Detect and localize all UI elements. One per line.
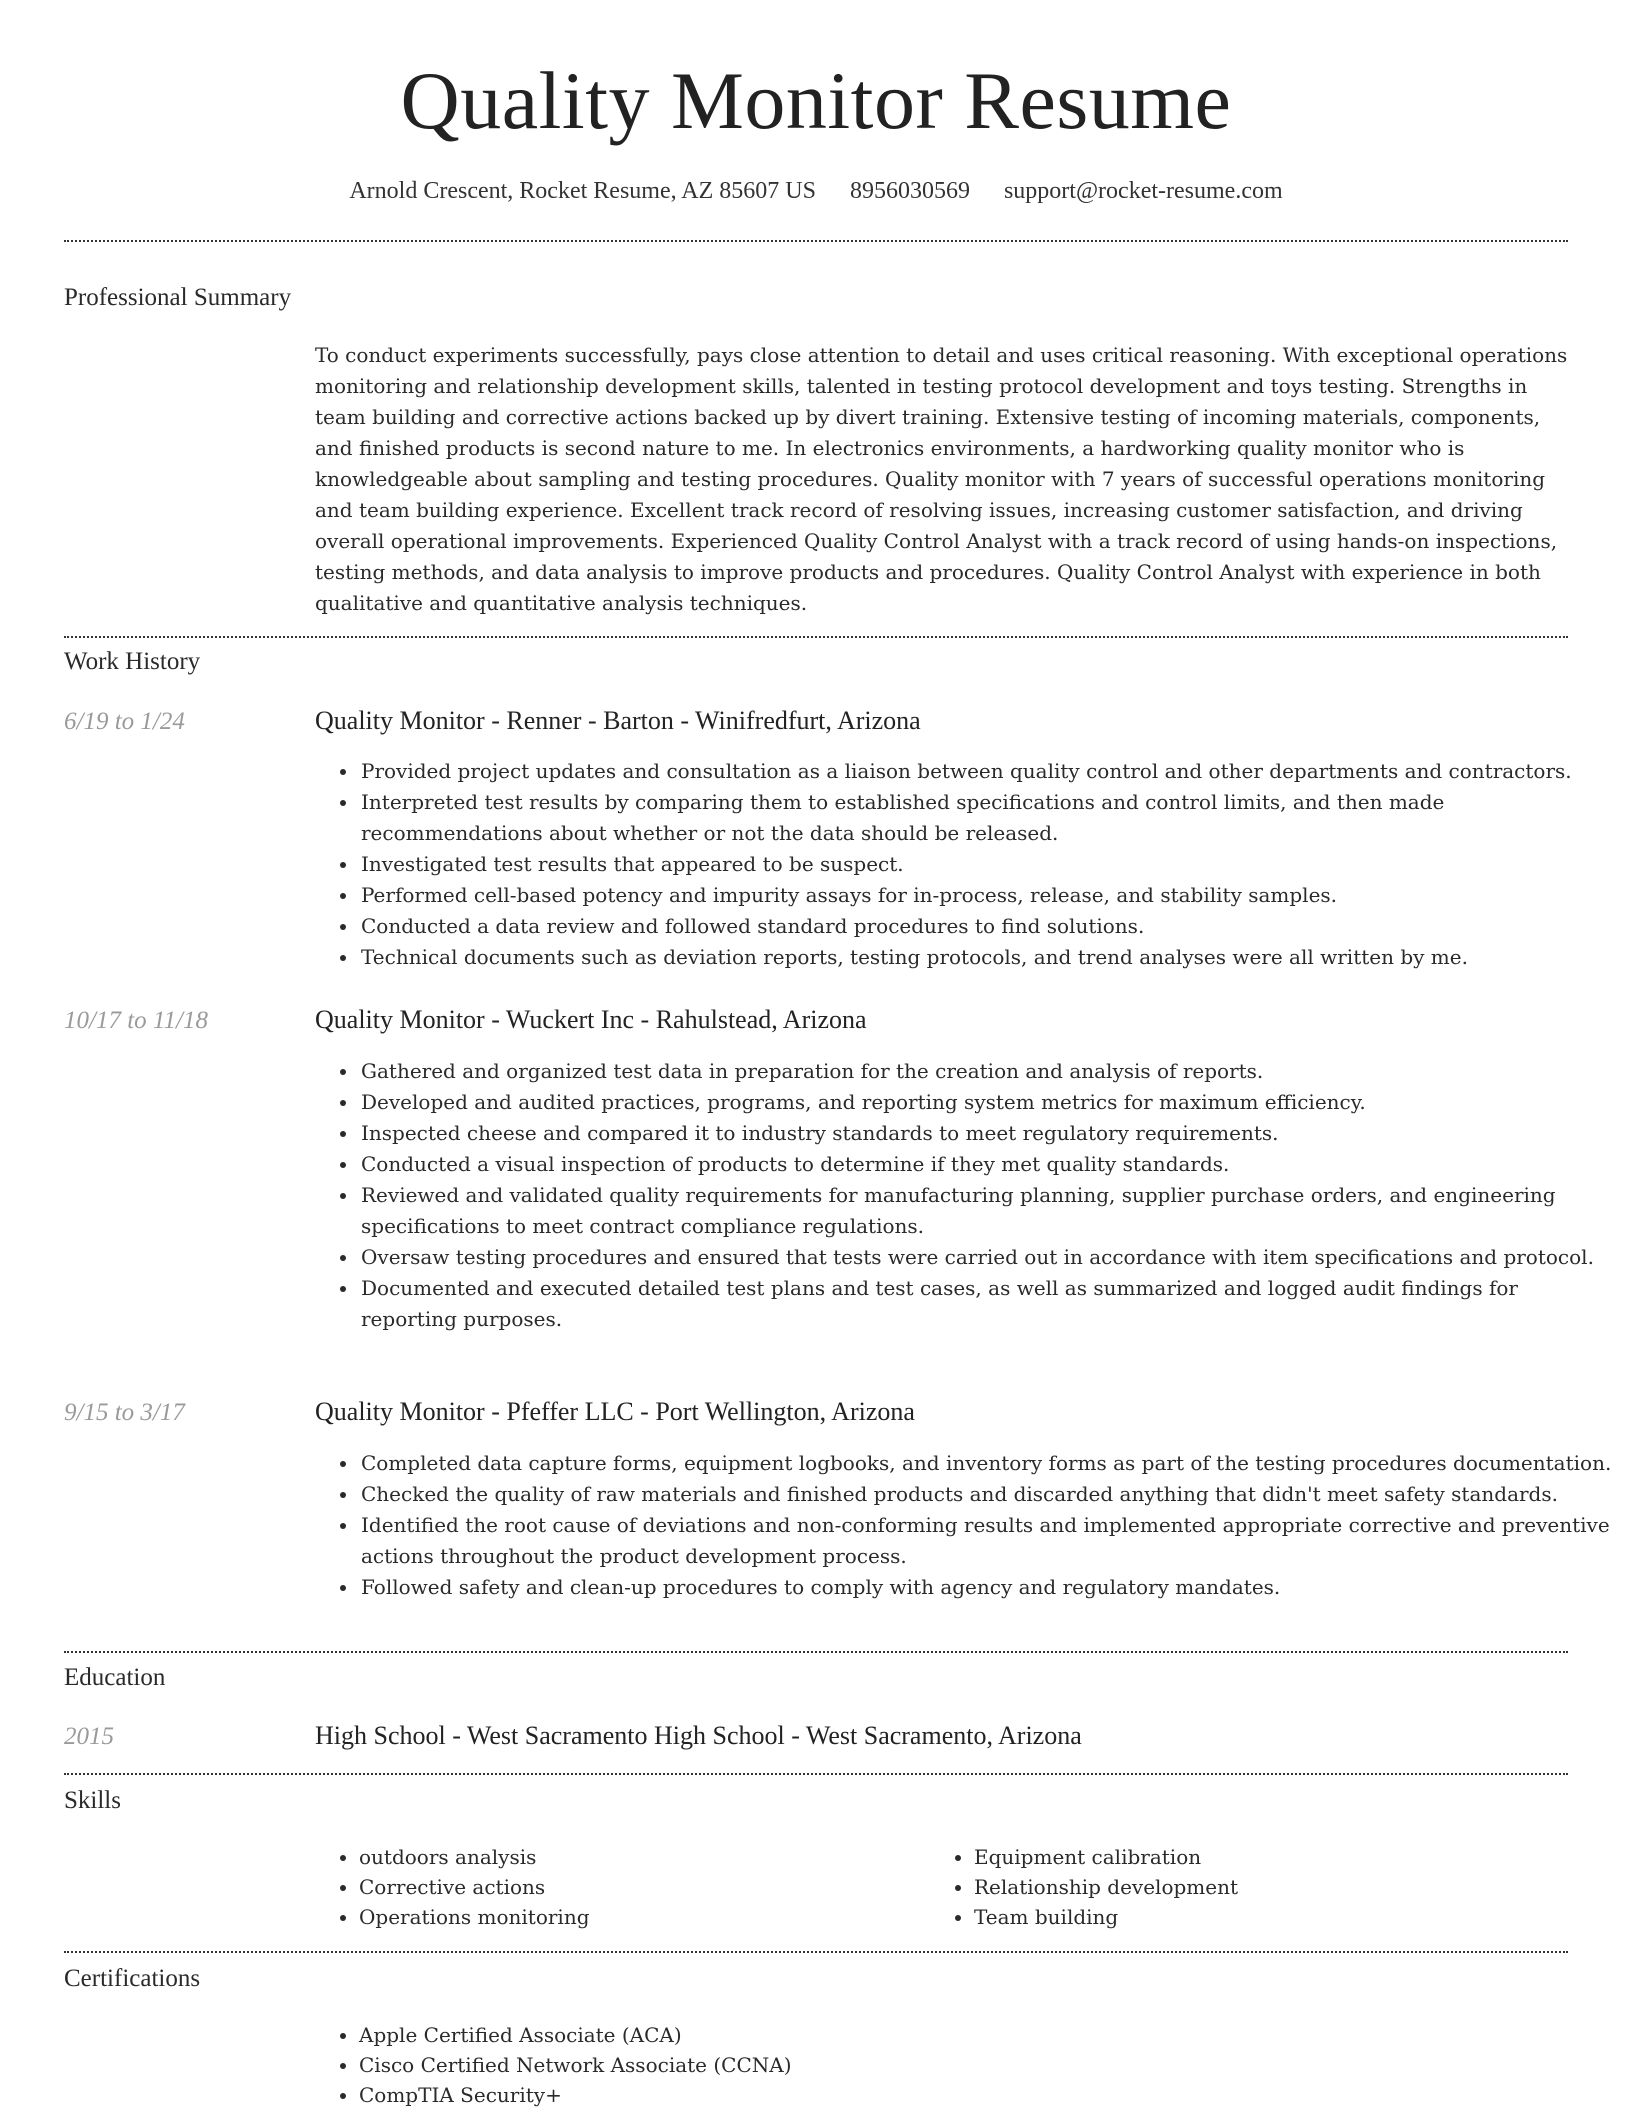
job-title: Quality Monitor - Wuckert Inc - Rahulstead, Arizona — [315, 1005, 867, 1034]
job-dates: 6/19 to 1/24 — [64, 708, 185, 735]
list-item: • Technical documents such as deviation reports, testing protocols, and trend analyses were all written by me. — [359, 942, 1614, 973]
list-item: • Apple Certified Associate (ACA) — [359, 2020, 1359, 2050]
contact-phone: 8956030569 — [849, 178, 970, 204]
job-bullets — [315, 756, 1614, 973]
list-item: • Team building — [974, 1902, 1534, 1932]
contact-email: support@rocket-resume.com — [1003, 178, 1283, 204]
list-item: • Equipment calibration — [974, 1842, 1534, 1872]
job-title: Quality Monitor - Renner - Barton - Winifredfurt, Arizona — [315, 706, 921, 735]
resume-name: Quality Monitor Resume — [400, 55, 1232, 146]
resume-header — [0, 0, 1632, 205]
summary-text: To conduct experiments successfully, pays close attention to detail and uses critical reasoning. With exceptional operations monitoring and relationship development skills, talented in testing protocol development and toys testing. Strengths in team building and corrective actions backed up by divert training. Extensive testing of incoming materials, components, and finished products is second nature to me. In electronics environments, a hardworking quality monitor who is knowledgeable about sampling and testing procedures. Quality monitor with 7 years of successful operations monitoring and team building experience. Excellent track record of resolving issues, increasing customer satisfaction, and driving overall operational improvements. Experienced Quality Control Analyst with a track record of using hands-on inspections, testing methods, and data analysis to improve products and procedures. Quality Control Analyst with experience in both qualitative and quantitative analysis techniques. — [315, 343, 1568, 615]
list-item: • Checked the quality of raw materials and finished products and discarded anything that didn't meet safety standards. — [359, 1479, 1614, 1510]
job-dates: 9/15 to 3/17 — [64, 1399, 185, 1426]
job-bullets — [315, 1448, 1614, 1603]
job-title: Quality Monitor - Pfeffer LLC - Port Wellington, Arizona — [315, 1397, 915, 1426]
education-heading: High School - West Sacramento High School - West Sacramento, Arizona — [315, 1721, 1082, 1750]
list-item: • Oversaw testing procedures and ensured that tests were carried out in accordance with item specifications and protocol. — [359, 1242, 1614, 1273]
contact-line — [0, 178, 1632, 205]
list-item: • Operations monitoring — [359, 1902, 919, 1932]
section-title-work-history: Work History — [64, 648, 201, 675]
list-item: • CompTIA Security+ — [359, 2080, 1359, 2110]
education-year: 2015 — [64, 1723, 114, 1750]
skills-list-right — [930, 1842, 1534, 1932]
list-item: • Inspected cheese and compared it to industry standards to meet regulatory requirements. — [359, 1118, 1614, 1149]
list-item: • Interpreted test results by comparing them to established specifications and control limits, and then made recommendations about whether or not the data should be released. — [359, 787, 1614, 849]
list-item: • Corrective actions — [359, 1872, 919, 1902]
certifications-list — [315, 2020, 1359, 2110]
list-item: • Performed cell-based potency and impurity assays for in-process, release, and stability samples. — [359, 880, 1614, 911]
divider — [64, 1773, 1568, 1775]
list-item: • Documented and executed detailed test plans and test cases, as well as summarized and logged audit findings for reporting purposes. — [359, 1273, 1614, 1335]
divider — [64, 1951, 1568, 1953]
list-item: • Reviewed and validated quality requirements for manufacturing planning, supplier purchase orders, and engineering specifications to meet contract compliance regulations. — [359, 1180, 1614, 1242]
skills-list-left — [315, 1842, 919, 1932]
contact-address: Arnold Crescent, Rocket Resume, AZ 85607 US — [349, 178, 816, 204]
list-item: • outdoors analysis — [359, 1842, 919, 1872]
divider — [64, 1651, 1568, 1653]
divider — [64, 240, 1568, 242]
list-item: • Gathered and organized test data in preparation for the creation and analysis of reports. — [359, 1056, 1614, 1087]
section-title-summary: Professional Summary — [64, 284, 292, 311]
list-item: • Developed and audited practices, programs, and reporting system metrics for maximum efficiency. — [359, 1087, 1614, 1118]
section-title-certifications: Certifications — [64, 1965, 201, 1992]
section-title-education: Education — [64, 1664, 166, 1691]
list-item: • Followed safety and clean-up procedures to comply with agency and regulatory mandates. — [359, 1572, 1614, 1603]
divider — [64, 636, 1568, 638]
list-item: • Cisco Certified Network Associate (CCNA) — [359, 2050, 1359, 2080]
job-bullets — [315, 1056, 1614, 1335]
job-dates: 10/17 to 11/18 — [64, 1007, 208, 1034]
list-item: • Conducted a visual inspection of products to determine if they met quality standards. — [359, 1149, 1614, 1180]
list-item: • Investigated test results that appeared to be suspect. — [359, 849, 1614, 880]
list-item: • Conducted a data review and followed standard procedures to find solutions. — [359, 911, 1614, 942]
section-title-skills: Skills — [64, 1787, 121, 1814]
list-item: • Completed data capture forms, equipment logbooks, and inventory forms as part of the testing procedures documentation. — [359, 1448, 1614, 1479]
list-item: • Provided project updates and consultation as a liaison between quality control and other departments and contractors. — [359, 756, 1614, 787]
list-item: • Relationship development — [974, 1872, 1534, 1902]
list-item: • Identified the root cause of deviations and non-conforming results and implemented appropriate corrective and preventive actions throughout the product development process. — [359, 1510, 1614, 1572]
